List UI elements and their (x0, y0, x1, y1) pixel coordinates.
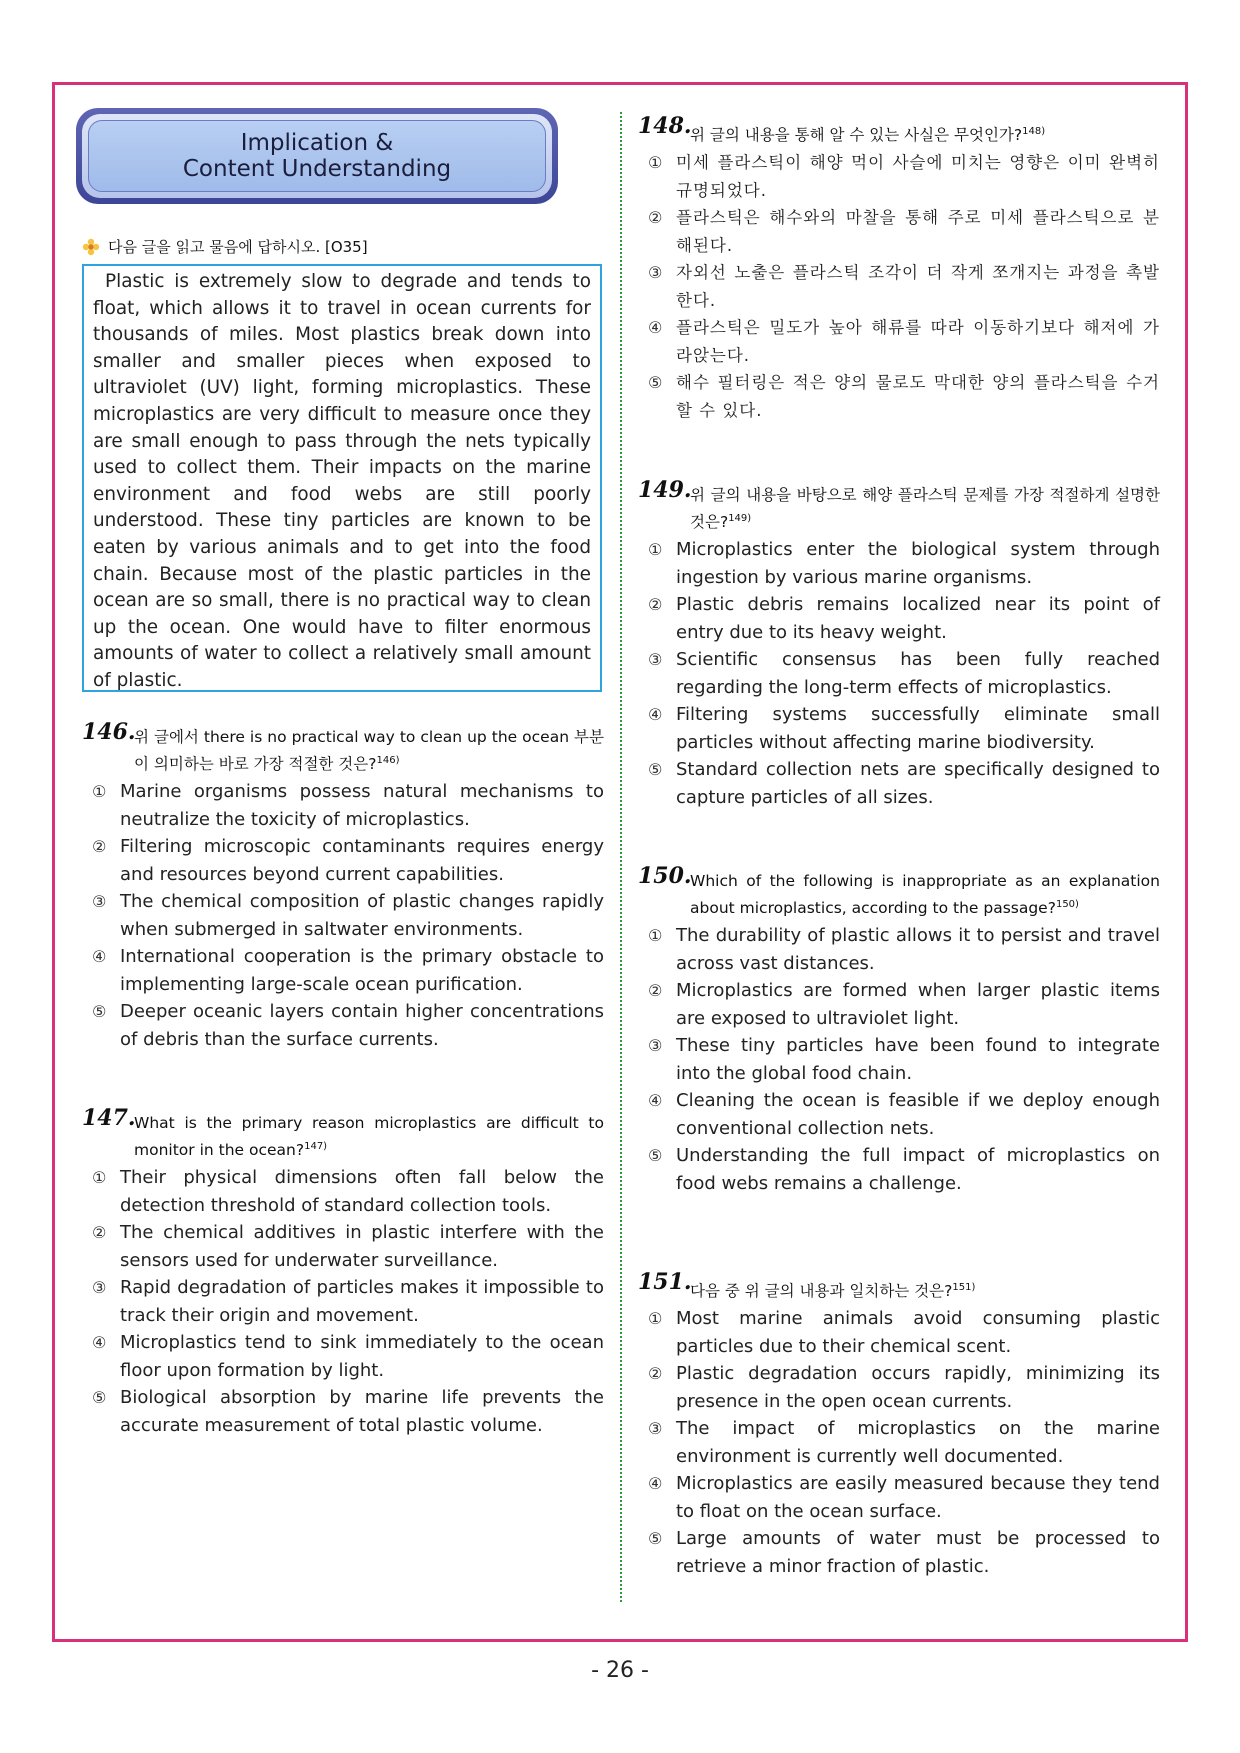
question-146 (82, 719, 604, 1053)
option-4[interactable]: ④ Microplastics are easily measured because they tend to float on the ocean surface. (648, 1473, 1160, 1522)
question-prompt: What is the primary reason microplastics are difficult to monitor in the ocean? (134, 1114, 604, 1160)
question-147 (82, 1105, 604, 1439)
option-4[interactable]: ④ Filtering systems successfully eliminate small particles without affecting marine biodiversity. (648, 704, 1160, 753)
footnote-ref: 149) (728, 513, 752, 524)
option-5[interactable]: ⑤ Deeper oceanic layers contain higher concentrations of debris than the surface currents. (92, 1001, 604, 1050)
section-title-line2: Content Understanding (182, 156, 452, 182)
option-3[interactable]: ③ The impact of microplastics on the marine environment is currently well documented. (648, 1418, 1160, 1467)
option-1[interactable]: ① Marine organisms possess natural mechanisms to neutralize the toxicity of microplastics. (92, 781, 604, 830)
question-prompt: 다음 중 위 글의 내용과 일치하는 것은? (690, 1282, 953, 1301)
question-prompt: 위 글의 내용을 바탕으로 해양 플라스틱 문제를 가장 적절하게 설명한 것은? (690, 486, 1160, 532)
footnote-ref: 147) (304, 1141, 328, 1152)
option-1[interactable]: ① Their physical dimensions often fall below the detection threshold of standard collection tools. (92, 1167, 604, 1216)
option-5[interactable]: ⑤ Biological absorption by marine life prevents the accurate measurement of total plastic volume. (92, 1387, 604, 1436)
question-prompt: 위 글의 내용을 통해 알 수 있는 사실은 무엇인가? (690, 126, 1023, 145)
question-151 (638, 1269, 1160, 1580)
option-list (638, 1305, 1160, 1580)
option-4[interactable]: ④ International cooperation is the primary obstacle to implementing large-scale ocean purification. (92, 946, 604, 995)
question-number: 147. (82, 1105, 136, 1131)
footnote-ref: 148) (1022, 126, 1046, 137)
option-4[interactable]: ④ Cleaning the ocean is feasible if we deploy enough conventional collection nets. (648, 1090, 1160, 1139)
question-number: 146. (82, 719, 136, 745)
option-1[interactable]: ① Microplastics enter the biological system through ingestion by various marine organisms. (648, 539, 1160, 588)
option-2[interactable]: ② 플라스틱은 해수와의 마찰을 통해 주로 미세 플라스틱으로 분해된다. (648, 208, 1160, 255)
option-list (82, 778, 604, 1053)
option-2[interactable]: ② Filtering microscopic contaminants requires energy and resources beyond current capabilities. (92, 836, 604, 885)
option-list (638, 149, 1160, 424)
option-3[interactable]: ③ Rapid degradation of particles makes it impossible to track their origin and movement. (92, 1277, 604, 1326)
instruction-text: 다음 글을 읽고 물음에 답하시오. [O35] (108, 238, 368, 256)
reading-passage: Plastic is extremely slow to degrade and tends to float, which allows it to travel in ocean currents for thousands of miles. Most plastics break down into smaller and smaller pieces when exposed to ultraviolet (UV) light, forming microplastics. These microplastics are very difficult to measure once they are small enough to pass through the nets typically used to collect them. Their impacts on the marine environment and food webs are still poorly understood. These tiny particles are known to be eaten by various animals and to get into the food chain. Because most of the plastic particles in the ocean are so small, there is no practical way to clean up the ocean. One would have to filter enormous amounts of water to collect a relatively small amount of plastic. (82, 264, 602, 692)
option-5[interactable]: ⑤ Large amounts of water must be processed to retrieve a minor fraction of plastic. (648, 1528, 1160, 1577)
option-1[interactable]: ① Most marine animals avoid consuming plastic particles due to their chemical scent. (648, 1308, 1160, 1357)
option-list (638, 922, 1160, 1197)
option-2[interactable]: ② Plastic degradation occurs rapidly, minimizing its presence in the open ocean currents. (648, 1363, 1160, 1412)
option-5[interactable]: ⑤ Understanding the full impact of microplastics on food webs remains a challenge. (648, 1145, 1160, 1194)
option-list (638, 536, 1160, 811)
column-divider (620, 112, 622, 1602)
section-title-line1: Implication & (240, 130, 394, 156)
option-list (82, 1164, 604, 1439)
option-3[interactable]: ③ The chemical composition of plastic changes rapidly when submerged in saltwater environments. (92, 891, 604, 940)
option-2[interactable]: ② Plastic debris remains localized near its point of entry due to its heavy weight. (648, 594, 1160, 643)
footnote-ref: 151) (952, 1282, 976, 1293)
question-number: 148. (638, 113, 692, 139)
flower-icon (82, 238, 100, 256)
option-4[interactable]: ④ 플라스틱은 밀도가 높아 해류를 따라 이동하기보다 해저에 가라앉는다. (648, 318, 1160, 365)
question-148 (638, 113, 1160, 424)
page-number: - 26 - (591, 1658, 649, 1683)
option-5[interactable]: ⑤ 해수 필터링은 적은 양의 물로도 막대한 양의 플라스틱을 수거할 수 있다. (648, 373, 1160, 420)
question-number: 151. (638, 1269, 692, 1295)
question-number: 150. (638, 863, 692, 889)
question-149 (638, 477, 1160, 811)
section-header-badge (76, 108, 558, 204)
question-number: 149. (638, 477, 692, 503)
option-2[interactable]: ② The chemical additives in plastic interfere with the sensors used for underwater surveillance. (92, 1222, 604, 1271)
question-prompt: Which of the following is inappropriate as an explanation about microplastics, according to the passage? (690, 872, 1160, 918)
option-3[interactable]: ③ These tiny particles have been found to integrate into the global food chain. (648, 1035, 1160, 1084)
question-prompt: 위 글에서 there is no practical way to clean up the ocean 부분이 의미하는 바로 가장 적절한 것은? (134, 728, 604, 774)
instruction (82, 236, 368, 257)
question-150 (638, 863, 1160, 1197)
option-3[interactable]: ③ Scientific consensus has been fully reached regarding the long-term effects of microplastics. (648, 649, 1160, 698)
option-3[interactable]: ③ 자외선 노출은 플라스틱 조각이 더 작게 쪼개지는 과정을 촉발한다. (648, 263, 1160, 310)
option-5[interactable]: ⑤ Standard collection nets are specifically designed to capture particles of all sizes. (648, 759, 1160, 808)
footnote-ref: 150) (1055, 899, 1079, 910)
option-1[interactable]: ① 미세 플라스틱이 해양 먹이 사슬에 미치는 영향은 이미 완벽히 규명되었다. (648, 153, 1160, 200)
option-4[interactable]: ④ Microplastics tend to sink immediately to the ocean floor upon formation by light. (92, 1332, 604, 1381)
option-1[interactable]: ① The durability of plastic allows it to persist and travel across vast distances. (648, 925, 1160, 974)
footnote-ref: 146) (376, 755, 400, 766)
option-2[interactable]: ② Microplastics are formed when larger plastic items are exposed to ultraviolet light. (648, 980, 1160, 1029)
